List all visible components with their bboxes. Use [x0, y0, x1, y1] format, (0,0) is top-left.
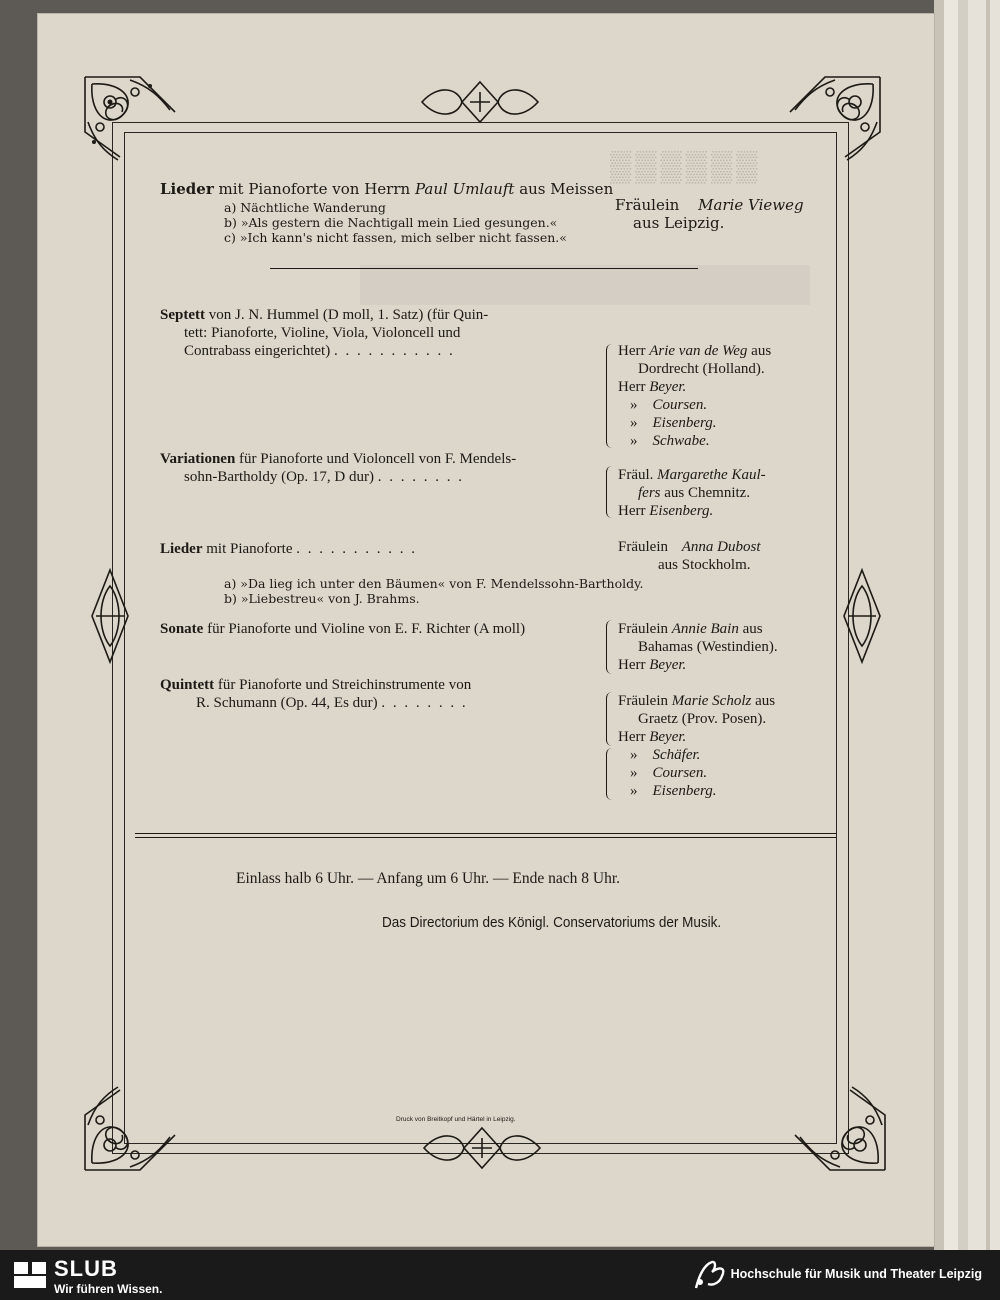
performer-origin: aus — [751, 343, 772, 359]
performer-brace — [606, 692, 615, 746]
bleed-through: ▒▒▒▒▒▒ — [610, 150, 762, 183]
page-edge — [986, 0, 990, 1250]
performer-brace — [606, 344, 615, 448]
ditto-mark: » — [630, 397, 638, 413]
performer-prefix: Fräulein — [618, 621, 668, 637]
ditto-mark: » — [630, 765, 638, 781]
printer-note: Druck von Breitkopf und Härtel in Leipzig. — [396, 1116, 516, 1123]
program-item-sonate — [160, 620, 820, 680]
performer-brace — [606, 466, 615, 518]
performer-name: Arie van de Weg — [649, 343, 748, 359]
corner-ornament-icon — [785, 72, 885, 162]
performer-prefix: Fräulein — [615, 196, 680, 214]
leader-dots: . . . . . . . . — [377, 469, 464, 485]
performer-name: Beyer. — [649, 379, 687, 395]
performer-prefix: Fräul. — [618, 467, 654, 483]
leader-dots: . . . . . . . . . . . — [296, 541, 417, 557]
performer-name: Schäfer. — [652, 747, 701, 763]
performer-origin: Dordrecht (Holland). — [638, 361, 765, 377]
performer-name: fers — [638, 485, 661, 501]
performer-prefix: Herr — [618, 379, 646, 395]
song-list — [224, 200, 624, 245]
corner-ornament-icon — [80, 1085, 180, 1175]
song-item: b) »Als gestern die Nachtigall mein Lied gesungen.« — [224, 215, 558, 230]
item-text: für Pianoforte und Streichinstrumente von — [217, 677, 472, 693]
item-text: Contrabass eingerichtet) — [184, 343, 331, 359]
slub-logo-icon — [14, 1262, 46, 1288]
slub-tagline: Wir führen Wissen. — [54, 1282, 163, 1296]
performer-prefix: Herr — [618, 657, 646, 673]
side-ornament-icon — [840, 566, 884, 666]
song-item: a) Nächtliche Wanderung — [224, 200, 386, 215]
performer-origin: aus — [755, 693, 776, 709]
program-item-lieder-2 — [160, 540, 820, 610]
item-text: mit Pianoforte — [206, 541, 293, 557]
ditto-mark: » — [630, 783, 638, 799]
performer-prefix: Fräulein — [618, 693, 668, 709]
song-item: a) »Da lieg ich unter den Bäumen« von F. Mendelssohn-Bartholdy. — [224, 576, 644, 591]
performer-origin: aus Chemnitz. — [664, 485, 751, 501]
slub-name[interactable]: SLUB — [54, 1256, 118, 1281]
performer-list — [618, 342, 818, 450]
song-list — [224, 576, 784, 606]
performer-name: Coursen. — [652, 765, 708, 781]
performer-name: Margarethe Kaul- — [657, 467, 766, 483]
hmt-logo-icon — [690, 1258, 730, 1292]
performer-name: Marie Vieweg — [698, 196, 804, 214]
program-item-variationen — [160, 450, 820, 520]
footer-rule — [135, 837, 837, 838]
performer-name: Eisenberg. — [652, 415, 717, 431]
item-title: Lieder — [160, 541, 203, 557]
corner-ornament-icon — [80, 72, 180, 162]
item-title: Septett — [160, 307, 205, 323]
item-text: für Pianoforte und Violine von E. F. Richter (A moll) — [207, 621, 526, 637]
item-text: für Pianoforte und Violoncell von F. Mendels- — [239, 451, 517, 467]
corner-ornament-icon — [790, 1085, 890, 1175]
performer-name: Annie Bain — [671, 621, 739, 637]
composer-origin: aus Meissen — [519, 180, 614, 198]
performer-prefix: Herr — [618, 729, 646, 745]
footer-rule — [135, 833, 837, 834]
performer-prefix: Herr — [618, 343, 646, 359]
ditto-mark: » — [630, 747, 638, 763]
performer-origin: aus Leipzig. — [633, 214, 725, 232]
side-ornament-icon — [88, 566, 132, 666]
ditto-mark: » — [630, 433, 638, 449]
item-title: Lieder — [160, 180, 214, 198]
performer-brace — [606, 620, 615, 674]
performer-name: Beyer. — [649, 729, 687, 745]
performer-name: Coursen. — [652, 397, 708, 413]
performer-name: Schwabe. — [652, 433, 710, 449]
performer-name: Eisenberg. — [649, 503, 714, 519]
item-text: tett: Pianoforte, Violine, Viola, Violoncell und — [184, 325, 461, 341]
item-title: Quintett — [160, 677, 215, 693]
performer-name: Beyer. — [649, 657, 687, 673]
leader-dots: . . . . . . . . . . . — [333, 343, 455, 359]
song-item: c) »Ich kann's nicht fassen, mich selber nicht fassen.« — [224, 230, 567, 245]
top-center-ornament-icon — [418, 78, 542, 128]
item-text: von J. N. Hummel (D moll, 1. Satz) (für Quin- — [208, 307, 489, 323]
performer-list — [618, 620, 818, 674]
performer-origin: Graetz (Prov. Posen). — [638, 711, 767, 727]
performer-name: Anna Dubost — [681, 539, 761, 555]
performer-prefix: Herr — [618, 503, 646, 519]
program-item-septett — [160, 306, 820, 449]
item-title: Variationen — [160, 451, 236, 467]
item-text: mit Pianoforte von Herrn — [218, 180, 411, 198]
item-heading — [160, 180, 620, 198]
item-title: Sonate — [160, 621, 204, 637]
program-item-quintett — [160, 676, 820, 806]
performer-origin: aus Stockholm. — [658, 557, 751, 573]
item-text: sohn-Bartholdy (Op. 17, D dur) — [184, 469, 374, 485]
performer-list — [618, 692, 818, 800]
page-edge — [944, 0, 958, 1250]
section-divider — [270, 268, 698, 269]
performer — [615, 196, 825, 232]
page-edge — [958, 0, 968, 1250]
bottom-center-ornament-icon — [420, 1124, 544, 1174]
performer — [618, 538, 818, 574]
performer-brace — [606, 748, 615, 800]
performer-list — [618, 466, 818, 520]
performer-name: Eisenberg. — [652, 783, 717, 799]
leader-dots: . . . . . . . . — [381, 695, 468, 711]
item-text: R. Schumann (Op. 44, Es dur) — [196, 695, 378, 711]
composer: Paul Umlauft — [414, 180, 515, 198]
song-item: b) »Liebestreu« von J. Brahms. — [224, 591, 420, 606]
page-edge — [968, 0, 1000, 1250]
performer-name: Marie Scholz — [671, 693, 752, 709]
signature: Das Directorium des Königl. Conservatoriums der Musik. — [382, 914, 722, 931]
event-times: Einlass halb 6 Uhr. — Anfang um 6 Uhr. — Ende nach 8 Uhr. — [236, 870, 621, 887]
ditto-mark: » — [630, 415, 638, 431]
performer-origin: Bahamas (Westindien). — [638, 639, 778, 655]
page-edge — [934, 0, 944, 1250]
performer-origin: aus — [742, 621, 763, 637]
viewer-footer-bar — [0, 1250, 1000, 1300]
institution-name[interactable]: Hochschule für Musik und Theater Leipzig — [730, 1267, 982, 1281]
performer-prefix: Fräulein — [618, 539, 668, 555]
